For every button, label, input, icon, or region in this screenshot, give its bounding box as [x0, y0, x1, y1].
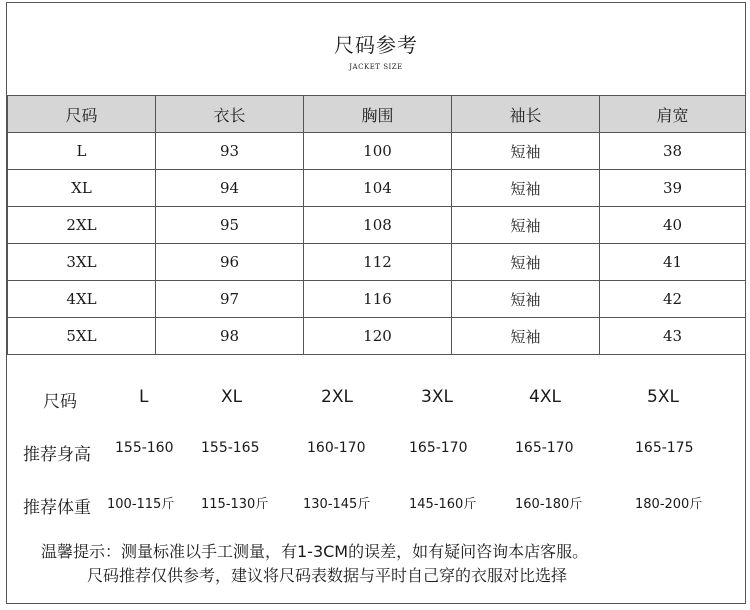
- reference-note: 尺码推荐仅供参考，建议将尺码表数据与平时自己穿的衣服对比选择: [87, 566, 568, 585]
- table-cell: 96: [156, 244, 304, 281]
- table-cell: 94: [156, 170, 304, 207]
- table-cell: 短袖: [452, 318, 600, 355]
- weight-value: 180-200斤: [635, 497, 703, 512]
- height-value: 165-170: [515, 440, 574, 456]
- table-cell: 短袖: [452, 133, 600, 170]
- table-cell: 5XL: [8, 318, 156, 355]
- weight-value: 145-160斤: [409, 497, 477, 512]
- height-value: 155-165: [201, 440, 260, 456]
- height-value: 160-170: [307, 440, 366, 456]
- table-cell: 116: [304, 281, 452, 318]
- chart-subtitle: JACKET SIZE: [349, 63, 403, 71]
- tip-note: 温馨提示：测量标准以手工测量，有1-3CM的误差，如有疑问咨询本店客服。: [41, 542, 589, 561]
- table-row: [8, 281, 746, 318]
- recommend-height-row: [7, 440, 745, 468]
- table-cell: XL: [8, 170, 156, 207]
- table-cell: 120: [304, 318, 452, 355]
- table-header-row: [8, 96, 746, 133]
- size-value: XL: [221, 387, 243, 407]
- table-cell: 41: [600, 244, 746, 281]
- table-cell: 98: [156, 318, 304, 355]
- height-row-label: 推荐身高: [23, 445, 91, 465]
- size-value: 3XL: [421, 387, 453, 407]
- table-cell: 104: [304, 170, 452, 207]
- table-row: [8, 207, 746, 244]
- height-value: 155-160: [115, 440, 174, 456]
- table-cell: 108: [304, 207, 452, 244]
- table-row: [8, 244, 746, 281]
- table-cell: 95: [156, 207, 304, 244]
- table-cell: 3XL: [8, 244, 156, 281]
- table-cell: L: [8, 133, 156, 170]
- table-cell: 4XL: [8, 281, 156, 318]
- size-value: L: [139, 387, 149, 407]
- table-cell: 43: [600, 318, 746, 355]
- table-cell: 112: [304, 244, 452, 281]
- table-cell: 短袖: [452, 170, 600, 207]
- table-cell: 短袖: [452, 207, 600, 244]
- table-cell: 2XL: [8, 207, 156, 244]
- table-row: [8, 133, 746, 170]
- recommend-weight-row: [7, 493, 745, 521]
- weight-value: 160-180斤: [515, 497, 583, 512]
- size-chart: [6, 2, 746, 604]
- column-header-size: 尺码: [8, 96, 156, 133]
- size-value: 4XL: [529, 387, 561, 407]
- table-cell: 100: [304, 133, 452, 170]
- table-cell: 短袖: [452, 244, 600, 281]
- weight-value: 130-145斤: [303, 497, 371, 512]
- height-value: 165-175: [635, 440, 694, 456]
- recommendation-section: [7, 359, 745, 599]
- table-row: [8, 318, 746, 355]
- column-header-length: 衣长: [156, 96, 304, 133]
- size-value: 5XL: [647, 387, 679, 407]
- size-table: [7, 95, 746, 355]
- table-cell: 短袖: [452, 281, 600, 318]
- weight-value: 100-115斤: [107, 497, 175, 512]
- table-cell: 38: [600, 133, 746, 170]
- weight-row-label: 推荐体重: [23, 498, 91, 518]
- recommend-size-row: [7, 387, 745, 415]
- table-row: [8, 170, 746, 207]
- chart-header: [7, 3, 745, 95]
- table-cell: 97: [156, 281, 304, 318]
- column-header-chest: 胸围: [304, 96, 452, 133]
- chart-title: 尺码参考: [334, 33, 418, 57]
- table-cell: 39: [600, 170, 746, 207]
- column-header-sleeve: 袖长: [452, 96, 600, 133]
- column-header-shoulder: 肩宽: [600, 96, 746, 133]
- size-value: 2XL: [321, 387, 353, 407]
- table-cell: 40: [600, 207, 746, 244]
- table-cell: 42: [600, 281, 746, 318]
- height-value: 165-170: [409, 440, 468, 456]
- table-cell: 93: [156, 133, 304, 170]
- size-row-label: 尺码: [43, 392, 77, 412]
- weight-value: 115-130斤: [201, 497, 269, 512]
